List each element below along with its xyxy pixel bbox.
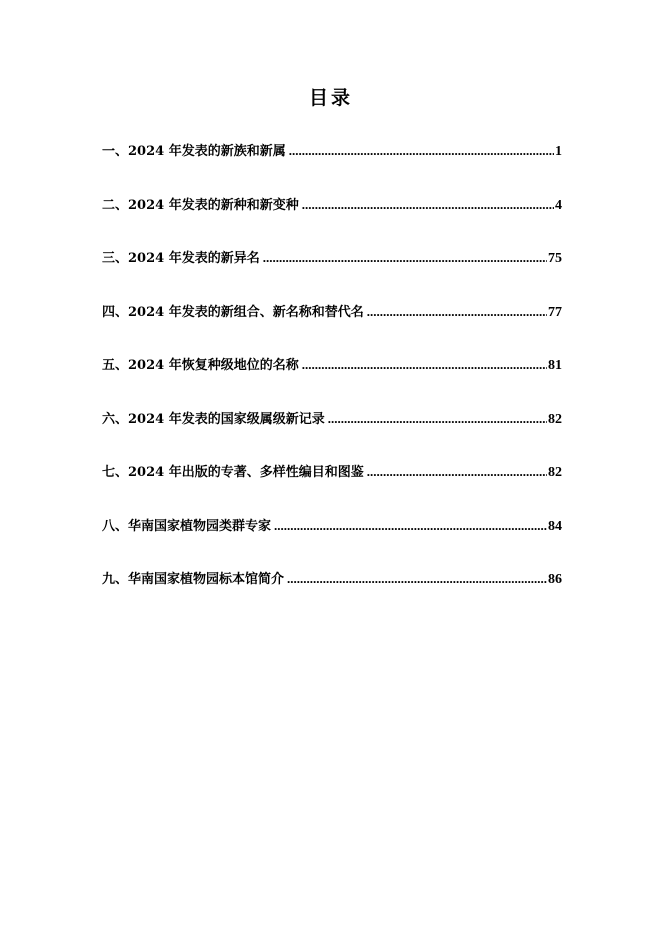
toc-page-number: 77 — [548, 305, 562, 320]
toc-page-number: 84 — [548, 519, 562, 534]
toc-dot-leader — [367, 461, 547, 483]
toc-dot-leader — [287, 568, 547, 590]
toc-entry-label: 一、2024 年发表的新族和新属 — [102, 144, 286, 159]
toc-entry-6[interactable] — [102, 408, 562, 430]
toc-page-number: 1 — [555, 144, 562, 159]
toc-page-number: 82 — [548, 465, 562, 480]
toc-entry-7[interactable] — [102, 461, 562, 483]
toc-entry-label: 六、2024 年发表的国家级属级新记录 — [102, 412, 325, 427]
toc-page-number: 75 — [548, 251, 562, 266]
toc-page-number: 82 — [548, 412, 562, 427]
toc-entry-9[interactable] — [102, 568, 562, 590]
toc-entry-label: 九、华南国家植物园标本馆简介 — [102, 572, 285, 587]
toc-dot-leader — [263, 247, 547, 269]
toc-title: 目录 — [308, 87, 353, 109]
toc-page-number: 81 — [548, 358, 562, 373]
toc-page-number: 86 — [548, 572, 562, 587]
toc-entry-label: 七、2024 年出版的专著、多样性编目和图鉴 — [102, 465, 364, 480]
toc-dot-leader — [289, 140, 554, 162]
toc-entry-1[interactable] — [102, 140, 562, 162]
toc-entry-label: 八、华南国家植物园类群专家 — [102, 519, 272, 534]
toc-dot-leader — [328, 408, 547, 430]
toc-dot-leader — [274, 515, 547, 537]
toc-dot-leader — [302, 194, 554, 216]
toc-entry-2[interactable] — [102, 194, 562, 216]
toc-entry-4[interactable] — [102, 301, 562, 323]
toc-entry-label: 二、2024 年发表的新种和新变种 — [102, 198, 299, 213]
toc-entry-8[interactable] — [102, 515, 562, 537]
toc-entry-label: 五、2024 年恢复种级地位的名称 — [102, 358, 299, 373]
toc-entry-label: 四、2024 年发表的新组合、新名称和替代名 — [102, 305, 364, 320]
toc-dot-leader — [302, 354, 547, 376]
toc-entry-3[interactable] — [102, 247, 562, 269]
toc-entry-5[interactable] — [102, 354, 562, 376]
toc-entry-label: 三、2024 年发表的新异名 — [102, 251, 260, 266]
toc-dot-leader — [367, 301, 547, 323]
toc-page-number: 4 — [555, 198, 562, 213]
